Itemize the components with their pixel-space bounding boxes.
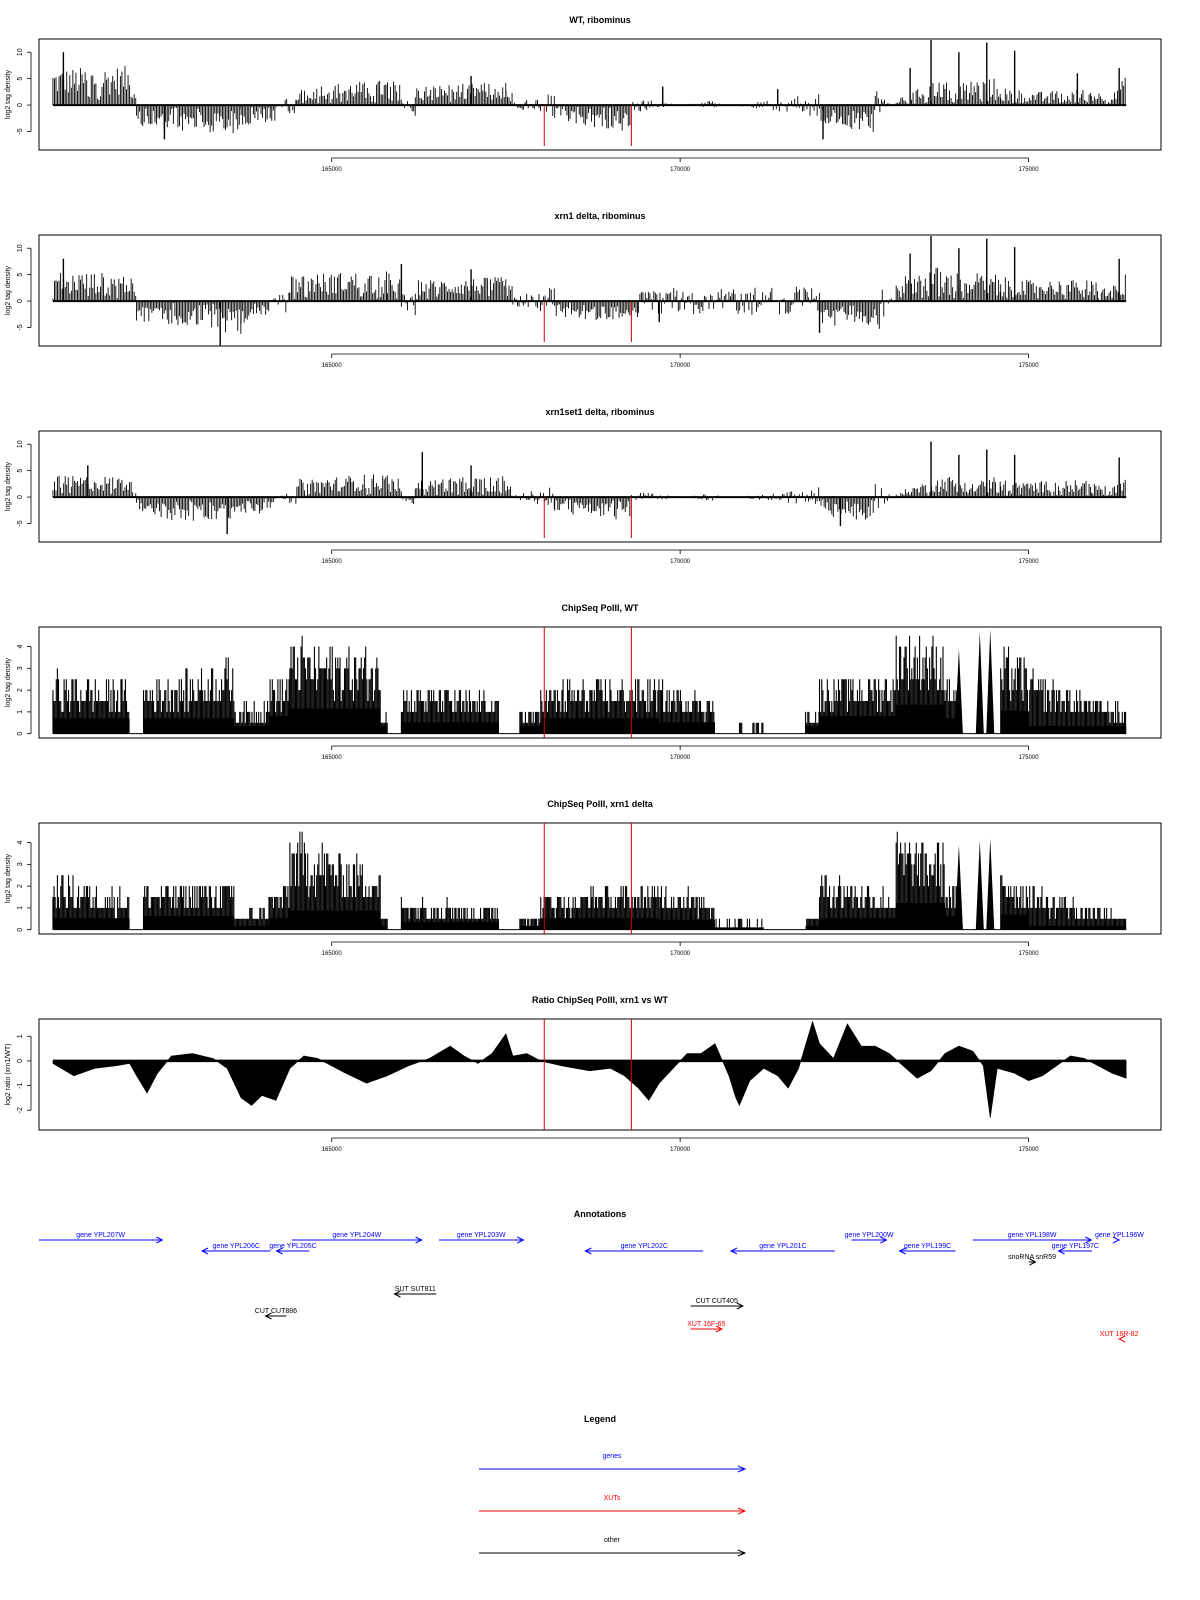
chip-block [380,919,387,930]
signal-segment [290,271,387,301]
chip-peak [986,629,994,733]
chip-peak [976,631,984,733]
y-tick-label: -5 [17,520,24,527]
y-tick-label: -1 [17,1082,24,1089]
y-tick-label: -5 [17,324,24,331]
legend-label: genes [602,1453,622,1460]
data-marks [53,832,1126,930]
annotation-gene-ypl204w [292,1232,422,1243]
annotation-cut-cut405 [691,1298,743,1309]
signal-segment [820,105,875,132]
y-tick-label: 2 [17,688,24,693]
y-tick-label: 1 [17,905,24,910]
x-tick-label: 170000 [670,951,691,957]
chart-panel-2 [5,211,1161,369]
legend-entry-genes [479,1453,745,1472]
signal-segment [513,488,554,509]
signal-segment [813,487,819,504]
annotation-label: gene YPL206C [212,1243,260,1250]
annotation-label: gene YPL205C [269,1243,317,1250]
y-tick-label: 4 [17,644,24,649]
x-tick-label: 175000 [1018,755,1039,761]
chip-block [401,897,499,930]
annotation-label: gene YPL196W [1094,1232,1144,1239]
data-marks [53,442,1126,534]
chart-panel-6 [5,995,1161,1153]
signal-segment [1119,275,1125,301]
signal-segment [137,497,241,521]
annotation-label: gene YPL204W [332,1232,382,1239]
annotations-title: Annotations [573,1209,627,1219]
annotation-gene-ypl202c [585,1243,703,1254]
signal-segment [896,479,944,497]
signal-segment [1091,94,1105,105]
signal-segment [1022,90,1091,105]
x-tick-label: 170000 [670,363,691,369]
signal-segment [1029,280,1098,301]
signal-segment [387,82,401,105]
signal-segment [1001,89,1021,105]
annotation-snorna-snr59 [1008,1254,1056,1265]
signal-segment [1001,481,1021,498]
x-tick-label: 175000 [1018,167,1039,173]
annotation-gene-ypl205c [269,1243,316,1254]
data-marks [53,1021,1126,1117]
annotation-label: XUT 16F-65 [687,1321,726,1328]
signal-segment [401,101,415,116]
signal-segment [555,497,630,519]
signal-segment [638,292,644,313]
chart-panel-3 [5,407,1161,565]
chip-block [541,679,659,733]
annotation-label: gene YPL203W [456,1232,506,1239]
annotation-label: XUT 16R-82 [1099,1331,1139,1338]
y-tick-label: 5 [17,468,24,473]
signal-segment [1105,78,1125,105]
y-tick-label: 10 [17,48,24,57]
chip-block [820,679,897,733]
chip-block [715,919,764,930]
x-tick-label: 170000 [670,559,691,565]
y-tick-label: 3 [17,666,24,671]
legend-entry-other [479,1537,745,1556]
data-marks [53,629,1126,733]
legend-entry-xuts [479,1495,745,1514]
signal-segment [137,105,241,133]
signal-segment [875,484,895,508]
annotation-xut-16f-65 [687,1321,725,1332]
x-tick-label: 165000 [321,1147,342,1153]
chip-block [234,701,269,734]
chip-block [896,832,945,930]
legend [479,1414,745,1556]
y-tick-label: 0 [17,1058,24,1063]
signal-segment [645,292,651,301]
signal-segment [820,497,875,519]
chip-peak [986,838,994,929]
signal-segment [1091,484,1105,497]
chip-block [659,886,715,930]
x-tick-label: 170000 [670,1147,691,1153]
annotation-label: gene YPL198W [1007,1232,1057,1239]
chip-block [1029,886,1127,930]
y-axis-label: log2 tag density [5,69,12,120]
annotation-gene-ypl207w [39,1232,162,1243]
legend-title: Legend [583,1414,617,1424]
annotation-gene-ypl198w [973,1232,1091,1243]
signal-segment [506,286,512,301]
chart-panel-5 [5,799,1161,957]
signal-segment [513,288,554,311]
signal-segment [875,91,895,112]
y-axis-label: log2 tag density [5,461,12,512]
annotation-gene-ypl203w [439,1232,523,1243]
x-tick-label: 165000 [321,951,342,957]
chip-peak [976,840,984,929]
annotation-gene-ypl200w [845,1232,894,1243]
signal-segment [53,476,128,497]
y-axis-label: log2 ratio (xrn1/WT) [5,1043,12,1106]
y-tick-label: 5 [17,76,24,81]
signal-segment [297,81,387,105]
panel-title: xrn1 delta, ribominus [554,211,646,221]
chip-block [806,919,820,930]
legend-label: XUTs [603,1495,621,1502]
x-tick-label: 175000 [1018,559,1039,565]
legend-label: other [604,1537,620,1544]
signal-segment [130,85,136,105]
annotation-label: gene YPL207W [76,1232,126,1239]
chip-block [53,875,130,929]
annotation-gene-ypl206c [202,1243,270,1254]
y-tick-label: -2 [17,1107,24,1114]
ratio-area [53,1021,1126,1117]
signal-segment [130,279,136,301]
plot-frame [39,39,1161,150]
annotation-gene-ypl196w [1095,1232,1144,1243]
signal-segment [297,474,387,497]
annotations-track [39,1209,1144,1342]
y-tick-label: -5 [17,128,24,135]
y-tick-label: 0 [17,927,24,932]
x-tick-label: 175000 [1018,951,1039,957]
chip-block [806,712,820,734]
y-tick-label: 1 [17,709,24,714]
x-tick-label: 165000 [321,167,342,173]
annotation-cut-cut886 [255,1308,297,1319]
chart-panel-4 [5,603,1161,761]
chip-block [541,886,659,930]
signal-segment [53,273,128,301]
panel-title: xrn1set1 delta, ribominus [545,407,655,417]
annotation-label: gene YPL202C [620,1243,668,1250]
x-tick-label: 170000 [670,167,691,173]
signal-segment [945,273,1000,301]
y-tick-label: 1 [17,1034,24,1039]
annotation-label: snoRNA snR59 [1008,1254,1057,1261]
chip-block [53,668,130,733]
signal-segment [241,301,269,324]
chip-block [896,636,945,734]
panel-title: ChipSeq PolII, xrn1 delta [547,799,653,809]
x-tick-label: 175000 [1018,1147,1039,1153]
x-tick-label: 175000 [1018,363,1039,369]
chip-block [820,875,897,929]
annotation-label: gene YPL201C [759,1243,807,1250]
signal-segment [555,301,638,320]
annotation-label: CUT CUT886 [254,1308,298,1315]
annotation-sut-sut811 [394,1286,436,1297]
chip-block [1001,647,1029,734]
y-tick-label: 2 [17,884,24,889]
y-tick-label: 4 [17,840,24,845]
y-tick-label: 0 [17,495,24,500]
annotation-gene-ypl199c [900,1243,956,1254]
annotation-xut-16r-82 [1100,1331,1139,1342]
signal-segment [415,277,505,301]
y-axis-label: log2 tag density [5,265,12,316]
chip-block [520,919,541,930]
signal-segment [506,91,512,105]
chip-block [144,886,235,930]
signal-segment [401,294,415,315]
signal-segment [555,105,630,131]
signal-segment [896,83,944,106]
signal-segment [1098,286,1118,302]
annotation-label: gene YPL199C [903,1243,952,1250]
y-tick-label: 5 [17,272,24,277]
chip-block [269,886,290,930]
y-axis-label: log2 tag density [5,657,12,708]
annotation-gene-ypl197c [1052,1243,1099,1254]
y-tick-label: 0 [17,299,24,304]
y-axis-label: log2 tag density [5,853,12,904]
signal-segment [241,497,275,513]
signal-segment [896,268,944,301]
signal-segment [945,79,1000,105]
chip-block [234,908,269,930]
chip-block [715,723,763,734]
y-tick-label: 10 [17,244,24,253]
signal-segment [387,479,401,497]
chip-block [290,832,381,930]
data-marks [53,40,1126,139]
y-tick-label: 0 [17,731,24,736]
chip-block [1029,668,1127,733]
signal-segment [806,288,820,310]
x-tick-label: 165000 [321,559,342,565]
y-tick-label: 10 [17,440,24,449]
chip-block [520,712,541,734]
signal-segment [945,477,1000,497]
chip-block [401,690,499,734]
chip-block [659,679,715,733]
signal-segment [241,105,275,124]
chip-block [269,679,290,733]
x-tick-label: 165000 [321,755,342,761]
signal-segment [130,482,136,497]
panel-title: ChipSeq PolII, WT [561,603,639,613]
data-marks [53,236,1126,346]
chart-panel-1 [5,15,1161,173]
chip-block [290,636,381,734]
signal-segment [1022,480,1091,497]
signal-segment [53,66,128,105]
signal-segment [415,476,505,497]
annotation-label: gene YPL197C [1051,1243,1099,1250]
signal-segment [269,293,289,313]
signal-segment [820,301,881,329]
signal-segment [387,273,401,301]
signal-segment [1105,480,1125,497]
annotation-label: CUT CUT405 [695,1298,738,1305]
signal-segment [506,486,512,497]
signal-segment [882,290,896,317]
x-tick-label: 165000 [321,363,342,369]
panel-title: Ratio ChipSeq PolII, xrn1 vs WT [531,995,669,1005]
chip-block [144,657,235,733]
y-tick-label: 3 [17,862,24,867]
panel-title: WT, ribominus [569,15,631,25]
y-tick-label: 0 [17,103,24,108]
chip-block [1001,875,1029,929]
signal-segment [415,83,505,105]
annotation-label: SUT SUT811 [394,1286,436,1293]
x-tick-label: 170000 [670,755,691,761]
signal-segment [137,301,241,334]
annotation-gene-ypl201c [731,1243,835,1254]
chip-block [380,712,387,734]
annotation-label: gene YPL200W [844,1232,894,1239]
signal-segment [276,494,296,504]
